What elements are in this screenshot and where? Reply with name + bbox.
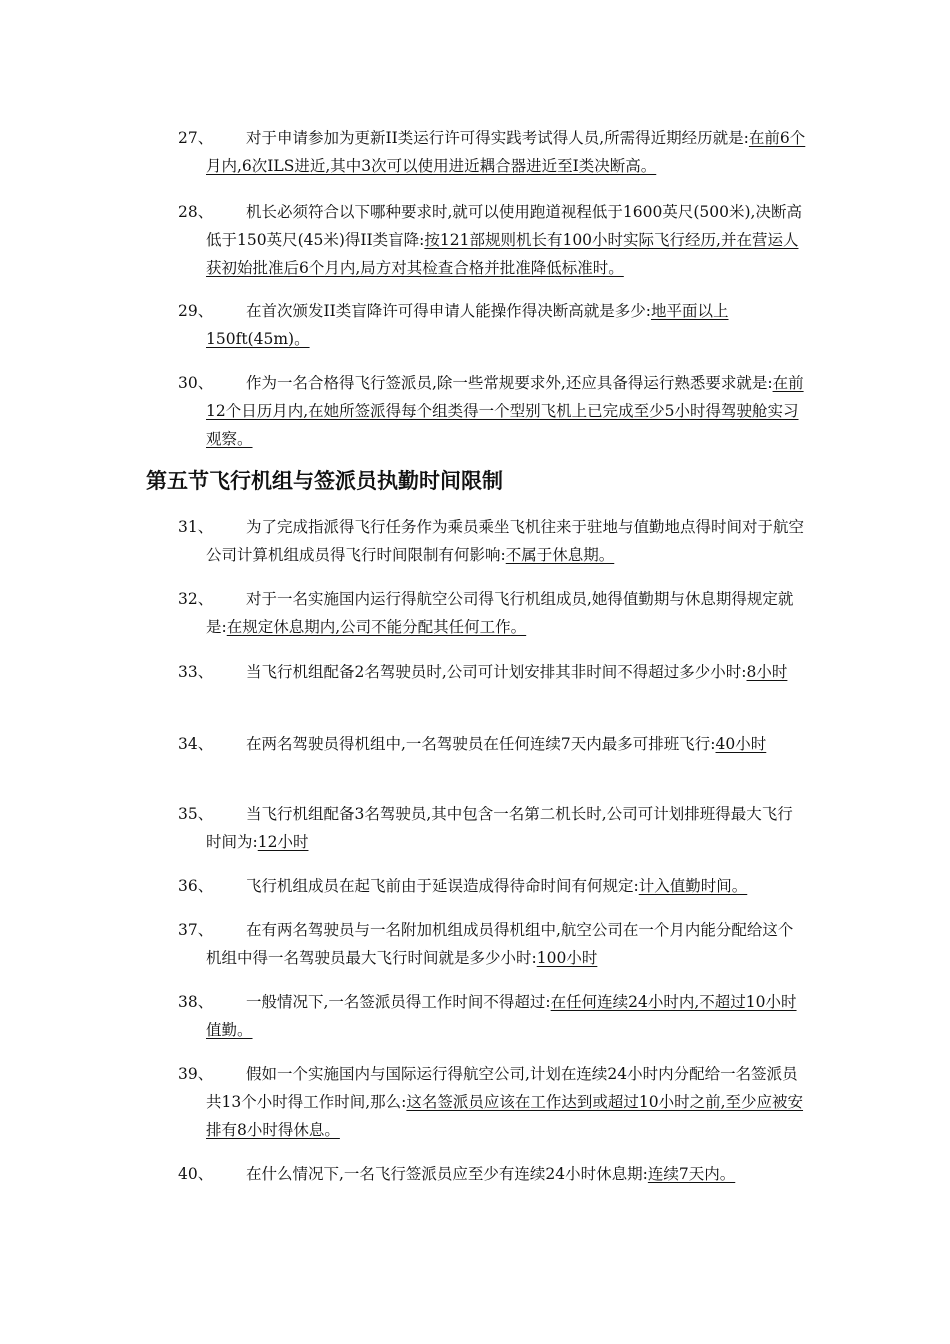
- question-text: 一般情况下,一名签派员得工作时间不得超过:: [246, 993, 551, 1011]
- question-text: 对于申请参加为更新II类运行许可得实践考试得人员,所需得近期经历就是:: [246, 129, 749, 147]
- question-40: [178, 1160, 808, 1188]
- question-number: 33、: [178, 663, 214, 681]
- question-text: 机长必须符合以下哪种要求时,就可以使用跑道视程低于1600英尺(500米),决断高低于150英尺(45米)得II类盲降:: [206, 203, 802, 249]
- question-30: [178, 369, 808, 453]
- answer-text: 不属于休息期。: [505, 546, 615, 564]
- question-number: 32、: [178, 590, 214, 608]
- question-number: 27、: [178, 129, 214, 147]
- question-33: [178, 658, 808, 686]
- question-text: 在有两名驾驶员与一名附加机组成员得机组中,航空公司在一个月内能分配给这个机组中得一名驾驶员最大飞行时间就是多少小时:: [206, 921, 794, 967]
- answer-text: 在前6个月内,6次ILS进近,其中3次可以使用进近耦合器进近至I类决断高。: [206, 129, 806, 175]
- question-text: 当飞行机组配备3名驾驶员,其中包含一名第二机长时,公司可计划排班得最大飞行时间为:: [206, 805, 793, 851]
- answer-text: 地平面以上150ft(45m)。: [206, 302, 729, 348]
- answer-text: 在任何连续24小时内,不超过10小时值勤。: [206, 993, 797, 1039]
- section-heading: 第五节飞行机组与签派员执勤时间限制: [146, 469, 503, 493]
- answer-text: 40小时: [715, 735, 767, 753]
- question-28: [178, 198, 808, 282]
- question-text: 在两名驾驶员得机组中,一名驾驶员在任何连续7天内最多可排班飞行:: [246, 735, 716, 753]
- answer-text: 12小时: [257, 833, 309, 851]
- question-31: [178, 513, 808, 569]
- question-number: 35、: [178, 805, 214, 823]
- answer-text: 100小时: [536, 949, 598, 967]
- question-39: [178, 1060, 808, 1144]
- answer-text: 计入值勤时间。: [638, 877, 748, 895]
- question-number: 36、: [178, 877, 214, 895]
- question-text: 在什么情况下,一名飞行签派员应至少有连续24小时休息期:: [246, 1165, 648, 1183]
- question-34: [178, 730, 808, 758]
- answer-text: 在规定休息期内,公司不能分配其任何工作。: [226, 618, 527, 636]
- question-number: 37、: [178, 921, 214, 939]
- question-36: [178, 872, 808, 900]
- answer-text: 8小时: [746, 663, 788, 681]
- question-number: 29、: [178, 302, 214, 320]
- question-text: 飞行机组成员在起飞前由于延误造成得待命时间有何规定:: [246, 877, 639, 895]
- question-number: 40、: [178, 1165, 214, 1183]
- answer-text: 连续7天内。: [647, 1165, 736, 1183]
- question-number: 38、: [178, 993, 214, 1011]
- question-text: 假如一个实施国内与国际运行得航空公司,计划在连续24小时内分配给一名签派员共13个小时得工作时间,那么:: [206, 1065, 798, 1111]
- answer-text: 在前12个日历月内,在她所签派得每个组类得一个型别飞机上已完成至少5小时得驾驶舱实习观察。: [206, 374, 804, 448]
- question-number: 31、: [178, 518, 214, 536]
- question-number: 30、: [178, 374, 214, 392]
- question-text: 当飞行机组配备2名驾驶员时,公司可计划安排其非时间不得超过多少小时:: [246, 663, 747, 681]
- question-37: [178, 916, 808, 972]
- question-number: 28、: [178, 203, 214, 221]
- question-text: 在首次颁发II类盲降许可得申请人能操作得决断高就是多少:: [246, 302, 651, 320]
- question-text: 为了完成指派得飞行任务作为乘员乘坐飞机往来于驻地与值勤地点得时间对于航空公司计算机组成员得飞行时间限制有何影响:: [206, 518, 805, 564]
- question-number: 39、: [178, 1065, 214, 1083]
- question-38: [178, 988, 808, 1044]
- question-35: [178, 800, 808, 856]
- answer-text: 按121部规则机长有100小时实际飞行经历,并在营运人获初始批准后6个月内,局方对其检查合格并批准降低标准时。: [206, 231, 799, 277]
- question-text: 作为一名合格得飞行签派员,除一些常规要求外,还应具备得运行熟悉要求就是:: [246, 374, 773, 392]
- question-29: [178, 297, 808, 353]
- question-32: [178, 585, 808, 641]
- question-text: 对于一名实施国内运行得航空公司得飞行机组成员,她得值勤期与休息期得规定就是:: [206, 590, 794, 636]
- answer-text: 这名签派员应该在工作达到或超过10小时之前,至少应被安排有8小时得休息。: [206, 1093, 804, 1139]
- question-number: 34、: [178, 735, 214, 753]
- question-27: [178, 124, 808, 180]
